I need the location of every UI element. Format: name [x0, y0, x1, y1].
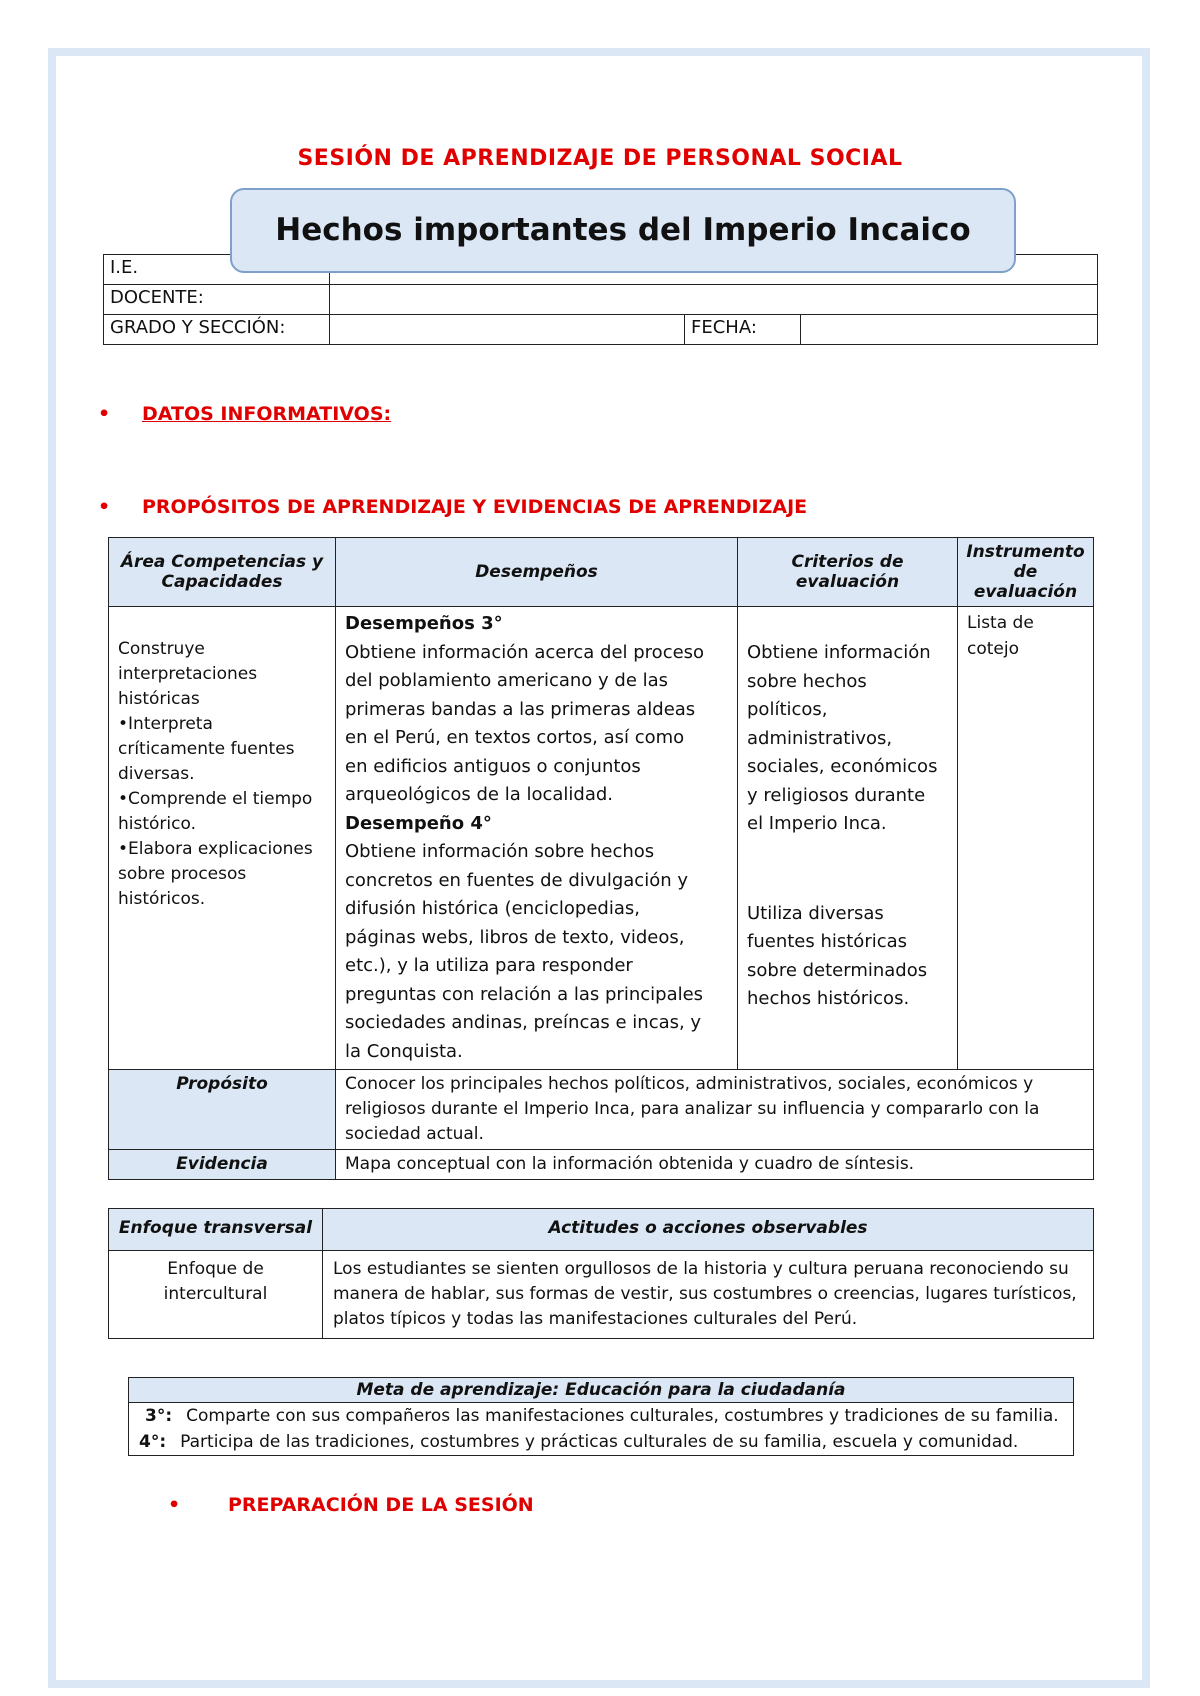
desempeno-line: difusión histórica (enciclopedias, [345, 898, 640, 919]
enfoque-table [108, 1208, 1094, 1339]
enfoque-header-left: Enfoque transversal [109, 1209, 323, 1251]
evidencia-text: Mapa conceptual con la información obtenida y cuadro de síntesis. [336, 1150, 1094, 1180]
enfoque-name-line: intercultural [163, 1284, 268, 1304]
area-line: •Interpreta [118, 714, 213, 734]
proposito-label: Propósito [109, 1070, 336, 1150]
fecha-value[interactable] [801, 315, 1098, 345]
desempeno-line: preguntas con relación a las principales [345, 983, 704, 1005]
desempeno-line: páginas webs, libros de texto, videos, [345, 926, 685, 948]
proposito-text [336, 1070, 1094, 1150]
criterio-line: sobre determinados [747, 959, 928, 981]
criterio-line: el Imperio Inca. [747, 813, 887, 834]
info-row-grado [104, 315, 1098, 345]
header-desempenos: Desempeños [336, 538, 738, 607]
meta-header: Meta de aprendizaje: Educación para la ciudadanía [129, 1378, 1074, 1403]
topic-banner: Hechos importantes del Imperio Incaico [230, 188, 1016, 273]
area-line: •Elabora explicaciones [118, 839, 313, 859]
actitud-line: Los estudiantes se sienten orgullosos de la historia y cultura peruana reconociendo su [333, 1259, 1069, 1279]
meta-row [129, 1429, 1074, 1456]
instrumento-line: cotejo [967, 639, 1019, 659]
criterio-line: administrativos, [747, 727, 893, 749]
bullet-icon: • [168, 1494, 181, 1516]
enfoque-name-line: Enfoque de [167, 1259, 264, 1279]
desempeno-line: primeras bandas a las primeras aldeas [345, 698, 696, 720]
actitud-line: platos típicos y todas las manifestaciones culturales del Perú. [333, 1309, 858, 1329]
section-datos-label: DATOS INFORMATIVOS: [142, 403, 392, 425]
proposito-line: sociedad actual. [345, 1124, 484, 1144]
criterios-cell [738, 607, 958, 1070]
criterio-line: sociales, económicos [747, 756, 938, 777]
criterio-line: Utiliza diversas [747, 902, 884, 924]
area-line: •Comprende el tiempo [118, 789, 313, 809]
desempeno-line: la Conquista. [345, 1040, 463, 1062]
section-preparacion [168, 1494, 534, 1516]
header-instrumento: Instrumento de evaluación [958, 538, 1094, 607]
desempeno-line: del poblamiento americano y de las [345, 670, 669, 691]
meta-grade: 3°: [145, 1406, 173, 1426]
meta-grade: 4°: [139, 1432, 167, 1452]
info-row-docente [104, 285, 1098, 315]
prop-content-row [109, 607, 1094, 1070]
propositos-table [108, 537, 1094, 1180]
area-line: sobre procesos [118, 864, 247, 884]
evidencia-row [109, 1150, 1094, 1180]
meta-text: Comparte con sus compañeros las manifestaciones culturales, costumbres y tradiciones de su familia. [186, 1406, 1059, 1426]
grado-value[interactable] [330, 315, 685, 345]
instrumento-line: Lista de [967, 613, 1034, 633]
meta-text: Participa de las tradiciones, costumbres y prácticas culturales de su familia, escuela y comunidad. [180, 1432, 1019, 1452]
header-criterios: Criterios de evaluación [738, 538, 958, 607]
criterio-line: hechos históricos. [747, 988, 910, 1009]
enfoque-name-cell [109, 1251, 323, 1339]
bullet-icon: • [98, 496, 111, 518]
instrumento-cell [958, 607, 1094, 1070]
ie-label: I.E. [104, 255, 330, 285]
enfoque-header-row [109, 1209, 1094, 1251]
proposito-line: Conocer los principales hechos políticos, administrativos, sociales, económicos y [345, 1074, 1034, 1094]
criterio-line: y religiosos durante [747, 784, 926, 806]
desempeno-line: en el Perú, en textos cortos, así como [345, 727, 685, 748]
area-line: interpretaciones [118, 664, 258, 684]
section-propositos-label: PROPÓSITOS DE APRENDIZAJE Y EVIDENCIAS DE APRENDIZAJE [142, 496, 808, 518]
criterio-line: sobre hechos [747, 670, 867, 692]
desempeno-line: Obtiene información sobre hechos [345, 841, 655, 862]
enfoque-header-right: Actitudes o acciones observables [323, 1209, 1094, 1251]
enfoque-content-row [109, 1251, 1094, 1339]
desempeno-3-title: Desempeños 3° [345, 613, 503, 634]
area-cell [109, 607, 336, 1070]
desempeno-line: sociedades andinas, preíncas e incas, y [345, 1012, 702, 1033]
actitud-line: manera de hablar, sus formas de vestir, sus costumbres o creencias, lugares turísticos, [333, 1284, 1077, 1304]
enfoque-actitudes-cell [323, 1251, 1094, 1339]
docente-label: DOCENTE: [104, 285, 330, 315]
proposito-row [109, 1070, 1094, 1150]
desempeno-line: arqueológicos de la localidad. [345, 784, 614, 805]
docente-value[interactable] [330, 285, 1098, 315]
meta-table [128, 1377, 1074, 1456]
meta-row-3 [129, 1403, 1074, 1430]
desempeno-line: en edificios antiguos o conjuntos [345, 755, 641, 777]
desempeno-4-title: Desempeño 4° [345, 812, 492, 834]
desempeno-line: concretos en fuentes de divulgación y [345, 869, 688, 891]
header-area: Área Competencias y Capacidades [109, 538, 336, 607]
proposito-line: religiosos durante el Imperio Inca, para analizar su influencia y compararlo con la [345, 1099, 1040, 1119]
area-line: críticamente fuentes [118, 739, 295, 759]
desempenos-cell [336, 607, 738, 1070]
meta-row [129, 1403, 1074, 1430]
criterio-line: Obtiene información [747, 642, 931, 663]
area-line: Construye [118, 639, 205, 659]
page-title: SESIÓN DE APRENDIZAJE DE PERSONAL SOCIAL [297, 146, 903, 171]
fecha-label: FECHA: [685, 315, 801, 345]
prop-header-row [109, 538, 1094, 607]
desempeno-line: Obtiene información acerca del proceso [345, 641, 705, 663]
area-line: diversas. [118, 764, 195, 784]
desempeno-line: etc.), y la utiliza para responder [345, 955, 633, 976]
grado-label: GRADO Y SECCIÓN: [104, 315, 330, 345]
criterio-line: fuentes históricas [747, 931, 908, 952]
meta-row-4 [129, 1429, 1074, 1456]
meta-header-row [129, 1378, 1074, 1403]
evidencia-label: Evidencia [109, 1150, 336, 1180]
section-datos [98, 403, 391, 425]
bullet-icon: • [98, 403, 111, 425]
section-propositos [98, 496, 807, 518]
area-line: históricas [118, 689, 200, 709]
section-preparacion-label: PREPARACIÓN DE LA SESIÓN [228, 1494, 534, 1516]
area-line: históricos. [118, 889, 206, 909]
area-line: histórico. [118, 814, 196, 834]
criterio-line: políticos, [747, 699, 828, 720]
